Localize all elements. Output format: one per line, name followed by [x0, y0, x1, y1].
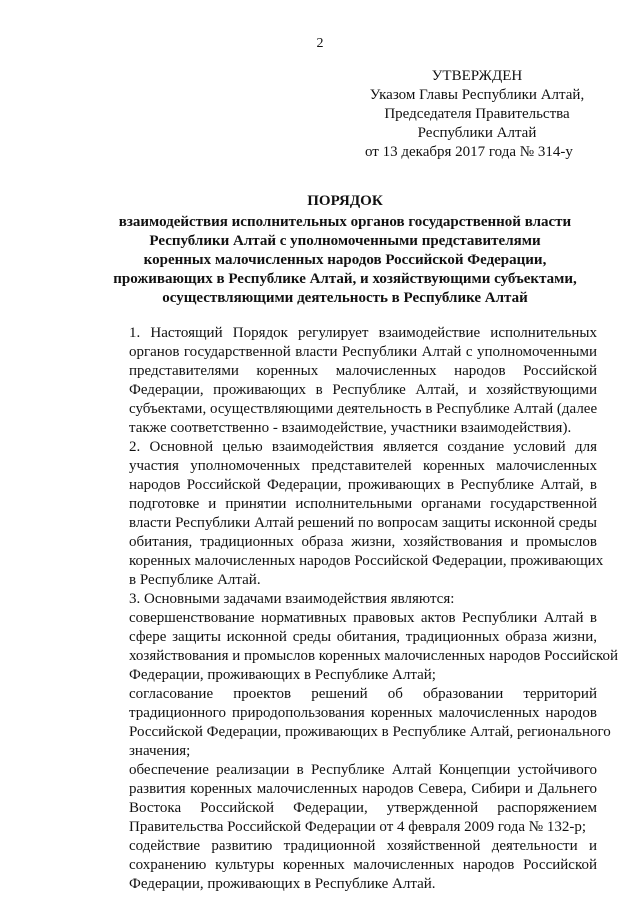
text-line: органов государственной власти Республики Алтай с уполномоченными	[129, 344, 597, 360]
approval-decree-line: Указом Главы Республики Алтай,	[369, 87, 585, 103]
text-line: обеспечение реализации в Республике Алтай Концепции устойчивого	[129, 762, 597, 778]
text-line: обитания, традиционных образа жизни, хозяйствования и промыслов	[129, 534, 597, 550]
paragraph-2	[93, 438, 604, 590]
text-line: народов Российской Федерации, проживающих в Республике Алтай, в	[129, 477, 597, 493]
text-line: содействие развитию традиционной хозяйственной деятельности и	[129, 838, 597, 854]
text-line: власти Республики Алтай решений по вопросам защиты исконной среды	[129, 515, 597, 531]
text-line: Востока Российской Федерации, утвержденной распоряжением	[129, 800, 597, 816]
text-line: значения;	[129, 743, 191, 759]
text-line: Российской Федерации, проживающих в Республике Алтай, регионального	[129, 724, 611, 740]
text-line: хозяйствования и промыслов коренных малочисленных народов Российской	[129, 648, 619, 664]
list-item-culture	[93, 837, 597, 894]
document-body	[93, 324, 619, 894]
text-line: 3. Основными задачами взаимодействия являются:	[129, 591, 455, 607]
text-line: также соответственно - взаимодействие, участники взаимодействия).	[129, 420, 572, 436]
text-line: сфере защиты исконной среды обитания, традиционных образа жизни,	[129, 629, 597, 645]
text-line: в Республике Алтай.	[129, 572, 261, 588]
text-line: Федерации, проживающих в Республике Алтай.	[129, 876, 436, 892]
heading-line: коренных малочисленных народов Российской Федерации,	[143, 252, 547, 268]
text-line: сохранению культуры коренных малочисленных народов Российской	[129, 857, 597, 873]
approval-chairman-line: Председателя Правительства	[384, 106, 570, 122]
heading-line: проживающих в Республике Алтай, и хозяйствующими субъектами,	[113, 271, 577, 287]
approval-title: УТВЕРЖДЕН	[431, 68, 523, 84]
text-line: традиционного природопользования коренных малочисленных народов	[129, 705, 597, 721]
page-number: 2	[316, 36, 324, 51]
text-line: 1. Настоящий Порядок регулирует взаимодействие исполнительных	[129, 325, 597, 341]
text-line: Правительства Российской Федерации от 4 февраля 2009 года № 132-р;	[129, 819, 587, 835]
text-line: участия уполномоченных представителей коренных малочисленных	[129, 458, 597, 474]
heading-line: Республики Алтай с уполномоченными представителями	[149, 233, 541, 249]
document-heading	[90, 192, 600, 308]
text-line: коренных малочисленных народов Российской Федерации, проживающих	[129, 553, 604, 569]
heading-line: осуществляющими деятельность в Республике Алтай	[162, 290, 528, 306]
text-line: Федерации, проживающих в Республике Алтай, и хозяйствующими	[129, 382, 597, 398]
text-line: представителями коренных малочисленных народов Российской	[129, 363, 597, 379]
text-line: 2. Основной целью взаимодействия является создание условий для	[129, 439, 597, 455]
approval-stamp	[357, 67, 597, 162]
text-line: подготовке и принятии исполнительными органами государственной	[129, 496, 597, 512]
list-item-concept	[93, 761, 597, 837]
paragraph-1	[93, 324, 597, 438]
paragraph-3	[93, 590, 597, 609]
text-line: развития коренных малочисленных народов Севера, Сибири и Дальнего	[129, 781, 597, 797]
text-line: совершенствование нормативных правовых актов Республики Алтай в	[129, 610, 597, 626]
text-line: согласование проектов решений об образовании территорий	[129, 686, 597, 702]
list-item-legislation	[93, 609, 619, 685]
document-title: ПОРЯДОК	[307, 193, 383, 209]
text-line: субъектами, осуществляющими деятельность в Республике Алтай (далее	[129, 401, 598, 417]
approval-date-line: от 13 декабря 2017 года № 314-у	[365, 144, 573, 160]
text-line: Федерации, проживающих в Республике Алтай;	[129, 667, 436, 683]
heading-line: взаимодействия исполнительных органов государственной власти	[118, 214, 572, 230]
list-item-territories	[93, 685, 611, 761]
approval-republic-line: Республики Алтай	[417, 125, 537, 141]
